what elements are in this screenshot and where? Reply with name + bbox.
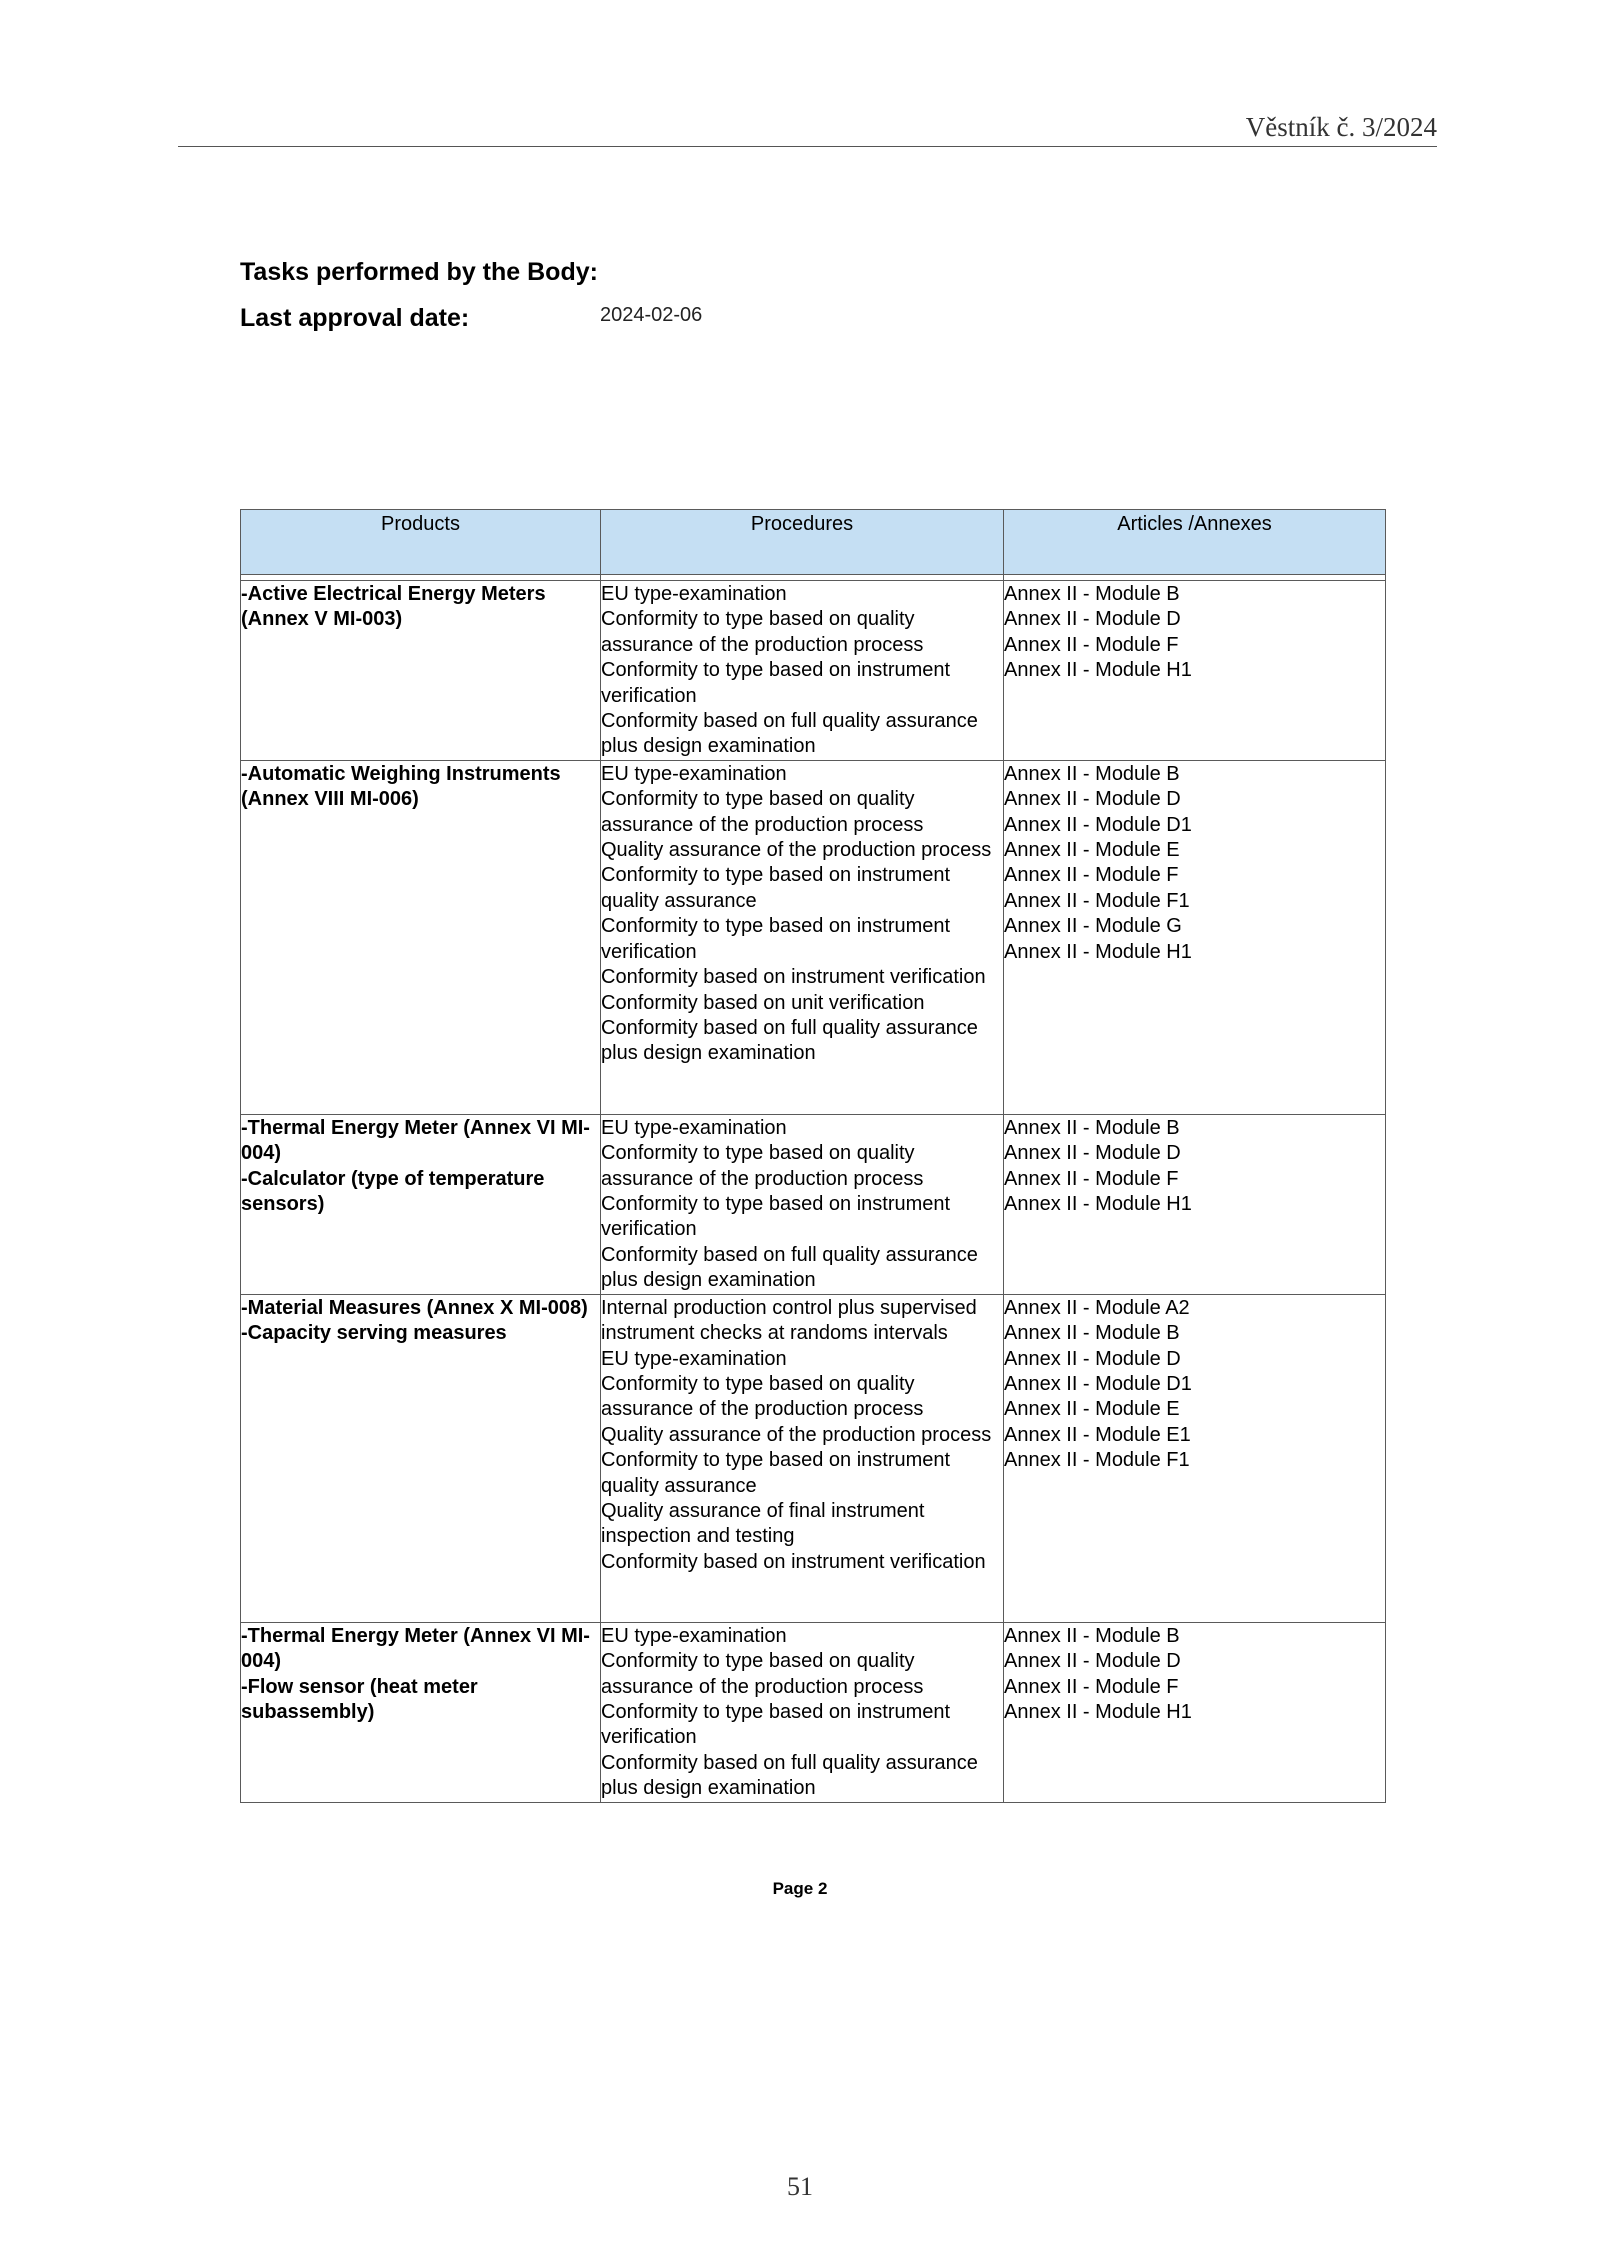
table-row [241,581,1386,761]
procedure-line: Conformity to type based on instrument verification [601,1700,951,1749]
annex-line: Annex II - Module H1 [1004,940,1192,963]
annex-line: Annex II - Module B [1004,762,1180,785]
page-number: 51 [787,2172,813,2201]
annex-line: Annex II - Module D [1004,788,1181,811]
procedure-line: Conformity based on unit verification [601,991,925,1014]
annex-line: Annex II - Module D [1004,1142,1181,1165]
annex-line: Annex II - Module H1 [1004,1700,1192,1723]
procedure-line: Quality assurance of the production process [601,1423,992,1446]
proc-cell [601,1294,1004,1622]
procedure-line: Conformity based on full quality assurance plus design examination [601,1016,978,1065]
annex-line: Annex II - Module D [1004,1347,1181,1370]
table-row [241,1114,1386,1294]
product-line: -Active Electrical Energy Meters (Annex V MI-003) [241,583,546,631]
annex-line: Annex II - Module D1 [1004,813,1192,836]
annex-line: Annex II - Module B [1004,1624,1180,1647]
procedure-line: Internal production control plus supervised instrument checks at randoms intervals [601,1296,977,1345]
proc-cell [601,1622,1004,1802]
product-line: -Automatic Weighing Instruments (Annex VIII MI-006) [241,762,561,811]
proc-cell [601,1114,1004,1294]
annex-cell [1004,1622,1386,1802]
annex-line: Annex II - Module B [1004,583,1180,605]
column-header-annexes: Articles /Annexes [1004,510,1386,575]
annex-line: Annex II - Module B [1004,1322,1180,1345]
annex-line: Annex II - Module G [1004,915,1182,938]
procedure-line: EU type-examination [601,762,787,785]
procedure-line: Quality assurance of the production process [601,839,992,862]
tasks-table [240,509,1386,1803]
annex-line: Annex II - Module D [1004,1650,1181,1673]
table-body [241,575,1386,1803]
approval-date-value: 2024-02-06 [600,304,703,326]
product-cell [241,1622,601,1802]
procedure-line: Conformity to type based on quality assurance of the production process [601,788,924,836]
annex-cell [1004,581,1386,761]
procedure-line: Conformity based on full quality assurance plus design examination [601,710,978,758]
procedure-line: EU type-examination [601,1624,787,1647]
procedure-line: Conformity to type based on instrument quality assurance [601,864,951,912]
product-line: -Capacity serving measures [241,1322,507,1345]
annex-line: Annex II - Module E [1004,839,1180,862]
column-header-procedures: Procedures [601,510,1004,575]
annex-line: Annex II - Module D1 [1004,1372,1192,1395]
annex-line: Annex II - Module A2 [1004,1296,1190,1319]
annex-cell [1004,1294,1386,1622]
table-header-row [241,510,1386,575]
procedure-line: Conformity to type based on instrument verification [601,915,951,963]
annex-line: Annex II - Module H1 [1004,659,1192,682]
procedure-line: Conformity based on instrument verification [601,966,986,989]
product-line: -Flow sensor (heat meter subassembly) [241,1675,478,1723]
tasks-label: Tasks performed by the Body: [240,258,598,286]
product-cell [241,1114,601,1294]
annex-cell [1004,760,1386,1114]
annex-line: Annex II - Module D [1004,608,1181,631]
approval-date-label: Last approval date: [240,304,470,332]
annex-line: Annex II - Module F1 [1004,889,1190,912]
table-row [241,1294,1386,1622]
procedure-line: Conformity based on full quality assurance plus design examination [601,1751,978,1800]
annex-line: Annex II - Module F1 [1004,1449,1190,1472]
annex-line: Annex II - Module H1 [1004,1193,1192,1216]
procedure-line: Conformity to type based on instrument quality assurance [601,1449,951,1497]
annex-cell [1004,1114,1386,1294]
procedure-line: EU type-examination [601,1116,787,1139]
journal-issue-header: Věstník č. 3/2024 [1245,112,1437,142]
annex-line: Annex II - Module F [1004,633,1179,656]
table-row [241,760,1386,1114]
procedure-line: Conformity to type based on quality assurance of the production process [601,608,924,656]
procedure-line: Conformity based on full quality assurance plus design examination [601,1243,978,1292]
page-label: Page 2 [772,1879,828,1898]
procedure-line: EU type-examination [601,1347,787,1370]
procedure-line: EU type-examination [601,583,787,605]
product-cell [241,581,601,761]
annex-line: Annex II - Module F [1004,864,1179,887]
product-line: -Thermal Energy Meter (Annex VI MI-004) [241,1624,590,1673]
annex-line: Annex II - Module F [1004,1167,1179,1190]
annex-line: Annex II - Module F [1004,1675,1179,1698]
annex-line: Annex II - Module E [1004,1398,1180,1421]
product-line: -Calculator (type of temperature sensors) [241,1167,545,1216]
procedure-line: Quality assurance of final instrument inspection and testing [601,1499,925,1548]
annex-line: Annex II - Module E1 [1004,1423,1191,1446]
proc-cell [601,760,1004,1114]
product-line: -Material Measures (Annex X MI-008) [241,1296,588,1319]
product-line: -Thermal Energy Meter (Annex VI MI-004) [241,1116,590,1165]
procedure-line: Conformity to type based on quality assurance of the production process [601,1650,924,1698]
column-header-products: Products [241,510,601,575]
procedure-line: Conformity to type based on quality assurance of the production process [601,1372,924,1421]
product-cell [241,1294,601,1622]
product-cell [241,760,601,1114]
procedure-line: Conformity to type based on instrument verification [601,1193,951,1241]
table-row [241,1622,1386,1802]
header-divider [178,146,1437,147]
annex-line: Annex II - Module B [1004,1116,1180,1139]
procedure-line: Conformity to type based on instrument verification [601,659,951,707]
proc-cell [601,581,1004,761]
procedure-line: Conformity to type based on quality assurance of the production process [601,1142,924,1190]
procedure-line: Conformity based on instrument verification [601,1550,986,1573]
